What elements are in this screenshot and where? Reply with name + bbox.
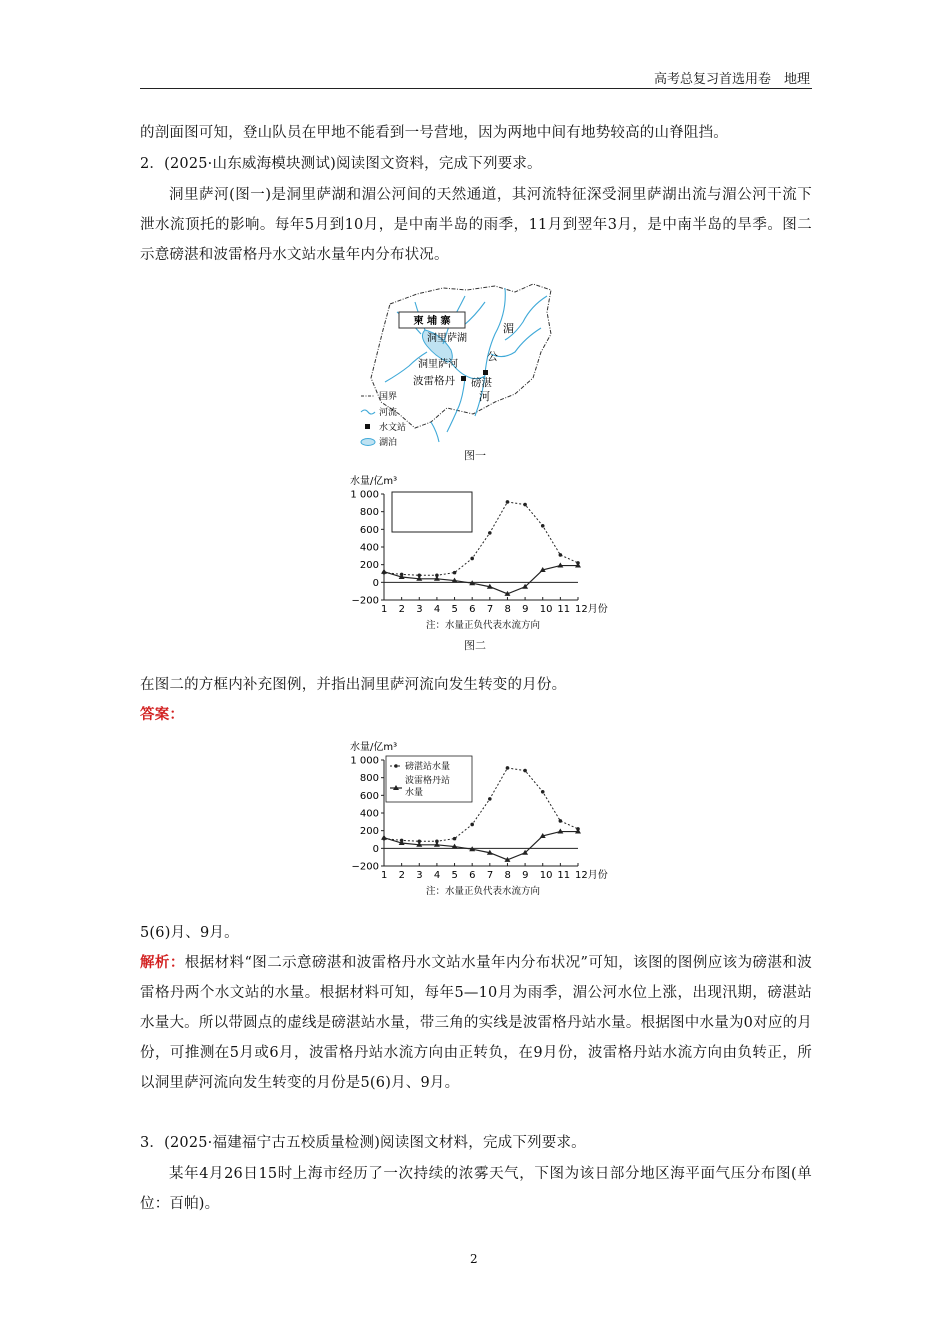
series-prek-kdam-line <box>384 566 578 594</box>
chart-1-caption: 图二 <box>464 639 486 652</box>
flow-chart-1 <box>340 472 610 637</box>
y-tick-label: −200 <box>351 861 379 873</box>
legend-label-3: 水量 <box>405 788 424 798</box>
answer-label-line <box>140 700 812 730</box>
x-tick-label: 6 <box>469 604 476 615</box>
legend-river: 河流 <box>379 408 398 418</box>
chart-y-label: 水量/亿m³ <box>350 742 398 753</box>
point-prek-kdam <box>381 569 387 574</box>
question-3-title: 3．(2025·福建福宁古五校质量检测)阅读图文材料，完成下列要求。 <box>140 1135 586 1151</box>
answer-chart-figure <box>340 738 610 912</box>
empty-legend-box <box>392 492 472 532</box>
station-east-label: 磅湛 <box>471 377 492 389</box>
point-kampong-cham <box>523 503 527 507</box>
x-tick-label: 10 <box>539 604 553 615</box>
point-kampong-cham <box>559 819 563 823</box>
x-tick-label: 2 <box>398 870 406 881</box>
point-kampong-cham <box>453 837 457 841</box>
x-tick-label: 4 <box>433 604 441 615</box>
chart-note: 注：水量正负代表水流方向 <box>426 620 541 631</box>
point-kampong-cham <box>453 571 457 575</box>
x-tick-label: 11 <box>557 870 571 881</box>
y-tick-label: 0 <box>372 577 379 589</box>
point-kampong-cham <box>488 531 492 535</box>
point-kampong-cham <box>470 557 474 561</box>
y-tick-label: 800 <box>359 773 379 785</box>
x-tick-label: 12月份 <box>575 604 608 615</box>
map-caption: 图一 <box>464 449 486 462</box>
mekong-label-2: 公 <box>487 350 498 363</box>
legend-lake: 湖泊 <box>379 438 398 448</box>
question-3-material: 某年4月26日15时上海市经历了一次持续的浓雾天气，下图为该日部分地区海平面气压分布图(单位：百帕)。 <box>140 1166 812 1212</box>
x-tick-label: 8 <box>504 604 511 615</box>
x-tick-label: 11 <box>557 604 571 615</box>
page-header <box>140 66 812 89</box>
x-tick-label: 9 <box>522 870 529 881</box>
mekong-label-3: 河 <box>479 390 490 403</box>
x-tick-label: 1 <box>381 604 388 615</box>
page-number: 2 <box>470 1252 478 1266</box>
question-2-title: 2．(2025·山东威海模块测试)阅读图文资料，完成下列要求。 <box>140 156 542 172</box>
flow-chart-answer <box>340 738 610 908</box>
legend-label-2: 波雷格丹站 <box>405 776 451 786</box>
x-tick-label: 4 <box>433 870 441 881</box>
point-kampong-cham <box>488 797 492 801</box>
lake-label: 洞里萨湖 <box>427 333 467 344</box>
y-tick-label: 400 <box>359 808 379 820</box>
x-tick-label: 7 <box>486 604 494 615</box>
x-tick-label: 9 <box>522 604 529 615</box>
point-prek-kdam <box>381 835 387 840</box>
x-tick-label: 1 <box>381 870 388 881</box>
x-tick-label: 8 <box>504 870 511 881</box>
point-kampong-cham <box>506 766 510 770</box>
y-tick-label: 600 <box>359 524 379 536</box>
y-tick-label: −200 <box>351 595 379 607</box>
x-tick-label: 5 <box>451 604 458 615</box>
station-east-marker <box>483 370 488 375</box>
y-tick-label: 1 000 <box>350 489 379 501</box>
point-kampong-cham <box>470 823 474 827</box>
point-kampong-cham <box>541 524 545 528</box>
x-tick-label: 7 <box>486 870 494 881</box>
chart-figure-2 <box>340 472 610 641</box>
analysis-text: 根据材料“图二示意磅湛和波雷格丹水文站水量年内分布状况”可知，该图的图例应该为磅湛和波雷格丹两个水文站的水量。根据材料可知，每年5—10月为雨季，湄公河水位上涨，出现汛期，磅湛站水量大。所以带圆点的虚线是磅湛站水量，带三角的实线是波雷格丹站水量。根据图中水量为0对应的月份，可推测在5月或6月，波雷格丹站水流方向由正转负，在9月份，波雷格丹站水流方向由负转正，所以洞里萨河流向发生转变的月份是5(6)月、9月。 <box>140 955 812 1091</box>
y-tick-label: 400 <box>359 542 379 554</box>
x-tick-label: 3 <box>416 604 423 615</box>
x-tick-label: 10 <box>539 870 553 881</box>
point-kampong-cham <box>559 553 563 557</box>
x-tick-label: 12月份 <box>575 870 608 881</box>
series-kampong-cham-line <box>384 502 578 575</box>
y-tick-label: 200 <box>359 560 379 572</box>
chart-note: 注：水量正负代表水流方向 <box>426 886 541 897</box>
country-label: 柬 埔 寨 <box>413 316 451 327</box>
point-kampong-cham <box>523 769 527 773</box>
point-kampong-cham <box>506 500 510 504</box>
series-prek-kdam-line <box>384 832 578 860</box>
x-tick-label: 6 <box>469 870 476 881</box>
station-west-label: 波雷格丹 <box>413 375 455 387</box>
point-kampong-cham <box>541 790 545 794</box>
map-legend <box>361 391 406 448</box>
x-tick-label: 3 <box>416 870 423 881</box>
paragraph-prev-answer: 的剖面图可知，登山队员在甲地不能看到一号营地，因为两地中间有地势较高的山脊阻挡。 <box>140 125 728 141</box>
y-tick-label: 600 <box>359 790 379 802</box>
question-2-material: 洞里萨河(图一)是洞里萨湖和湄公河间的天然通道，其河流特征深受洞里萨湖出流与湄公河干流下泄水流顶托的影响。每年5月到10月，是中南半岛的雨季，11月到翌年3月，是中南半岛的旱季。图二示意磅湛和波雷格丹水文站水量年内分布状况。 <box>140 187 812 263</box>
station-west-marker <box>461 376 466 381</box>
analysis-paragraph <box>140 948 812 1098</box>
y-tick-label: 800 <box>359 507 379 519</box>
mekong-label-1: 湄 <box>503 322 514 335</box>
legend-circle-marker <box>394 764 398 768</box>
analysis-label: 解析： <box>140 954 185 971</box>
y-tick-label: 0 <box>372 843 379 855</box>
x-tick-label: 2 <box>398 604 406 615</box>
chart-y-label: 水量/亿m³ <box>350 476 398 487</box>
legend-border: 国界 <box>379 392 398 402</box>
y-tick-label: 200 <box>359 826 379 838</box>
question-2-task: 在图二的方框内补充图例，并指出洞里萨河流向发生转变的月份。 <box>140 677 567 693</box>
legend-label-1: 磅湛站水量 <box>405 762 451 772</box>
river-label: 洞里萨河 <box>418 359 458 370</box>
y-tick-label: 1 000 <box>350 755 379 767</box>
header-title: 高考总复习首选用卷 地理 <box>653 72 810 87</box>
answer-label: 答案： <box>140 706 185 723</box>
cambodia-map <box>355 282 555 454</box>
legend-station: 水文站 <box>379 423 407 433</box>
x-tick-label: 5 <box>451 870 458 881</box>
country-border <box>371 284 551 428</box>
answer-text: 5(6)月、9月。 <box>140 925 239 941</box>
